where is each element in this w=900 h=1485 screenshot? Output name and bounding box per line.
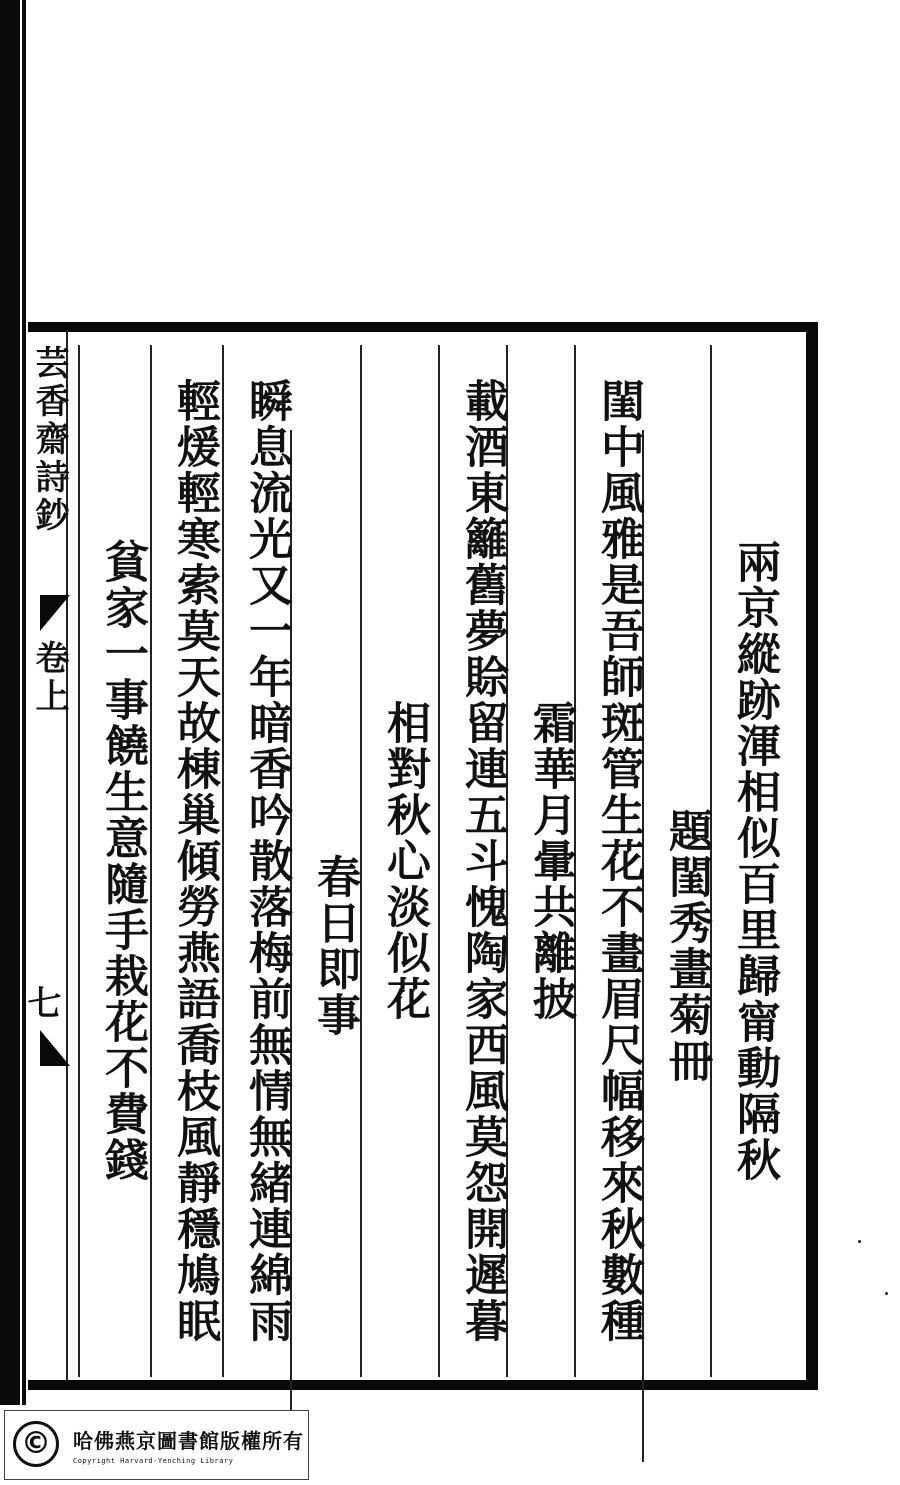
text-column-9 bbox=[150, 345, 218, 1377]
text-column-6 bbox=[360, 345, 428, 1377]
column-text: 春日即事 bbox=[309, 854, 360, 1038]
column-text: 載酒東籬舊夢賒留連五斗愧陶家西風莫怨開遲暮 bbox=[457, 378, 508, 1344]
copyright-chinese: 哈佛燕京圖書館版權所有 bbox=[73, 1429, 304, 1453]
text-column-2 bbox=[642, 430, 710, 1462]
fish-tail-top bbox=[40, 595, 70, 631]
column-text: 相對秋心淡似花 bbox=[379, 700, 430, 1022]
column-text: 霜華月暈共離披 bbox=[525, 700, 576, 1022]
scan-speck bbox=[858, 1240, 861, 1243]
text-column-3 bbox=[574, 345, 642, 1377]
column-text: 兩京縱跡渾相似百里歸甯動隔秋 bbox=[729, 539, 780, 1183]
copyright-stamp bbox=[4, 1410, 309, 1480]
binding-edge-line bbox=[22, 0, 26, 1405]
fish-tail-bottom bbox=[40, 1030, 70, 1066]
text-column-7 bbox=[290, 430, 358, 1462]
gutter-folio: 七 bbox=[21, 985, 61, 1019]
column-text: 閨中風雅是吾師斑管生花不畫眉尺幅移來秋數種 bbox=[593, 378, 644, 1344]
text-column-5 bbox=[438, 345, 506, 1377]
gutter-volume: 卷上 bbox=[29, 640, 69, 716]
column-text: 貧家一事饒生意隨手栽花不費錢 bbox=[97, 539, 148, 1183]
gutter-title: 芸香齋詩鈔 bbox=[29, 345, 69, 535]
binding-edge bbox=[0, 0, 20, 1405]
scan-speck bbox=[885, 1292, 888, 1295]
text-column-8 bbox=[222, 345, 290, 1377]
copyright-icon: © bbox=[13, 1421, 59, 1467]
column-text: 題閨秀畫菊冊 bbox=[661, 808, 712, 1084]
column-text: 瞬息流光又一年暗香吟散落梅前無情無緒連綿雨 bbox=[241, 378, 292, 1344]
column-text: 輕煖輕寒索莫天故棟巢傾勞燕語喬枝風靜穩鳩眠 bbox=[169, 378, 220, 1344]
text-column-10 bbox=[78, 345, 146, 1377]
copyright-english: Copyright Harvard-Yenching Library bbox=[73, 1457, 234, 1465]
text-column-4 bbox=[506, 345, 574, 1377]
text-column-1 bbox=[710, 345, 778, 1377]
